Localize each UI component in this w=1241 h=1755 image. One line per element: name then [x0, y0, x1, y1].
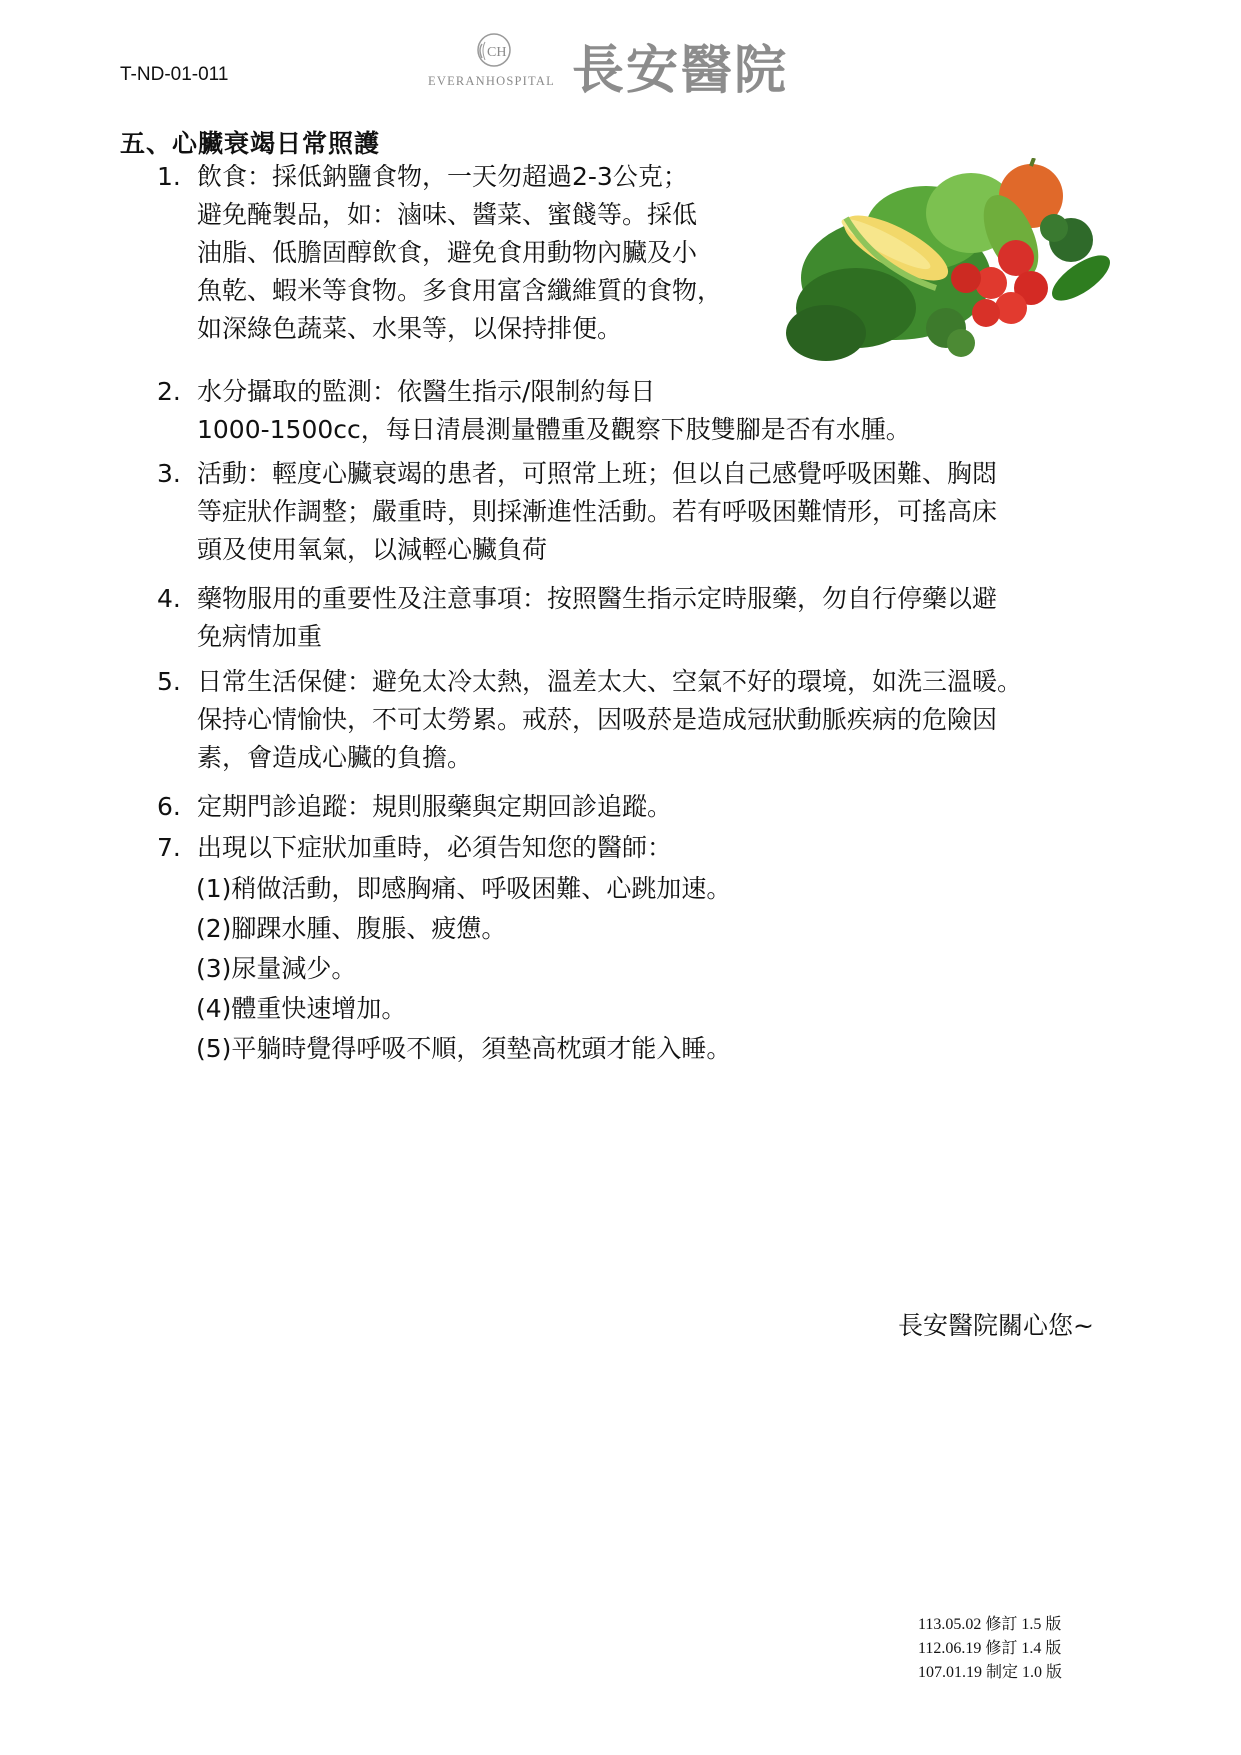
- vegetables-image: [786, 158, 1116, 368]
- symptom-item-3: (3)尿量減少。: [196, 954, 357, 983]
- item-text-line: 藥物服用的重要性及注意事項：按照醫生指示定時服藥，勿自行停藥以避: [197, 584, 998, 613]
- item-text-line: 如深綠色蔬菜、水果等，以保持排便。: [197, 314, 623, 343]
- svg-text:CH: CH: [487, 45, 507, 60]
- item-text-line: 等症狀作調整；嚴重時，則採漸進性活動。若有呼吸困難情形，可搖高床: [197, 497, 998, 526]
- hospital-logo: [428, 28, 828, 101]
- item-text-line: 素，會造成心臟的負擔。: [197, 743, 473, 772]
- item-text-line: 1000-1500cc，每日清晨測量體重及觀察下肢雙腳是否有水腫。: [197, 415, 911, 444]
- symptom-item-2: (2)腳踝水腫、腹脹、疲憊。: [196, 914, 507, 943]
- revision-line: 107.01.19 制定 1.0 版: [918, 1664, 1063, 1681]
- revision-line: 113.05.02 修訂 1.5 版: [918, 1616, 1062, 1633]
- item-text-line: 免病情加重: [197, 622, 323, 651]
- item-number: 4.: [157, 584, 181, 613]
- item-text-line: 頭及使用氧氣，以減輕心臟負荷: [197, 535, 548, 564]
- symptom-item-5: (5)平躺時覺得呼吸不順，須墊高枕頭才能入睡。: [196, 1034, 732, 1063]
- item-number: 3.: [157, 459, 181, 488]
- logo-english-name: EVERANHOSPITAL: [428, 74, 555, 88]
- document-code: T-ND-01-011: [120, 64, 229, 85]
- closing-message: 長安醫院關心您~: [898, 1311, 1094, 1340]
- item-text-line: 日常生活保健：避免太冷太熱，溫差太大、空氣不好的環境，如洗三溫暖。: [197, 667, 1023, 696]
- item-text-line: 活動：輕度心臟衰竭的患者，可照常上班；但以自己感覺呼吸困難、胸悶: [197, 459, 998, 488]
- item-text-line: 水分攝取的監測：依醫生指示/限制約每日: [197, 377, 656, 406]
- hospital-emblem-icon: [474, 30, 514, 70]
- item-number: 5.: [157, 667, 181, 696]
- symptom-item-4: (4)體重快速增加。: [196, 994, 407, 1023]
- item-number: 1.: [157, 162, 181, 191]
- item-number: 6.: [157, 792, 181, 821]
- item-text-line: 定期門診追蹤：規則服藥與定期回診追蹤。: [197, 792, 673, 821]
- logo-chinese-name: 長安醫院: [572, 41, 789, 101]
- revision-line: 112.06.19 修訂 1.4 版: [918, 1640, 1062, 1657]
- item-text-line: 油脂、低膽固醇飲食，避免食用動物內臟及小: [197, 238, 698, 267]
- section-title: 五、心臟衰竭日常照護: [120, 129, 381, 158]
- item-text-line: 魚乾、蝦米等食物。多食用富含纖維質的食物，: [197, 276, 723, 305]
- symptom-item-1: (1)稍做活動，即感胸痛、呼吸困難、心跳加速。: [196, 874, 732, 903]
- item-number: 7.: [157, 833, 181, 862]
- item-text-line: 避免醃製品，如：滷味、醬菜、蜜餞等。採低: [197, 200, 698, 229]
- item-number: 2.: [157, 377, 181, 406]
- item-text-line: 保持心情愉快，不可太勞累。戒菸，因吸菸是造成冠狀動脈疾病的危險因: [197, 705, 998, 734]
- item-text-line: 出現以下症狀加重時，必須告知您的醫師：: [197, 833, 673, 862]
- item-text-line: 飲食：採低鈉鹽食物，一天勿超過2-3公克；: [197, 162, 688, 191]
